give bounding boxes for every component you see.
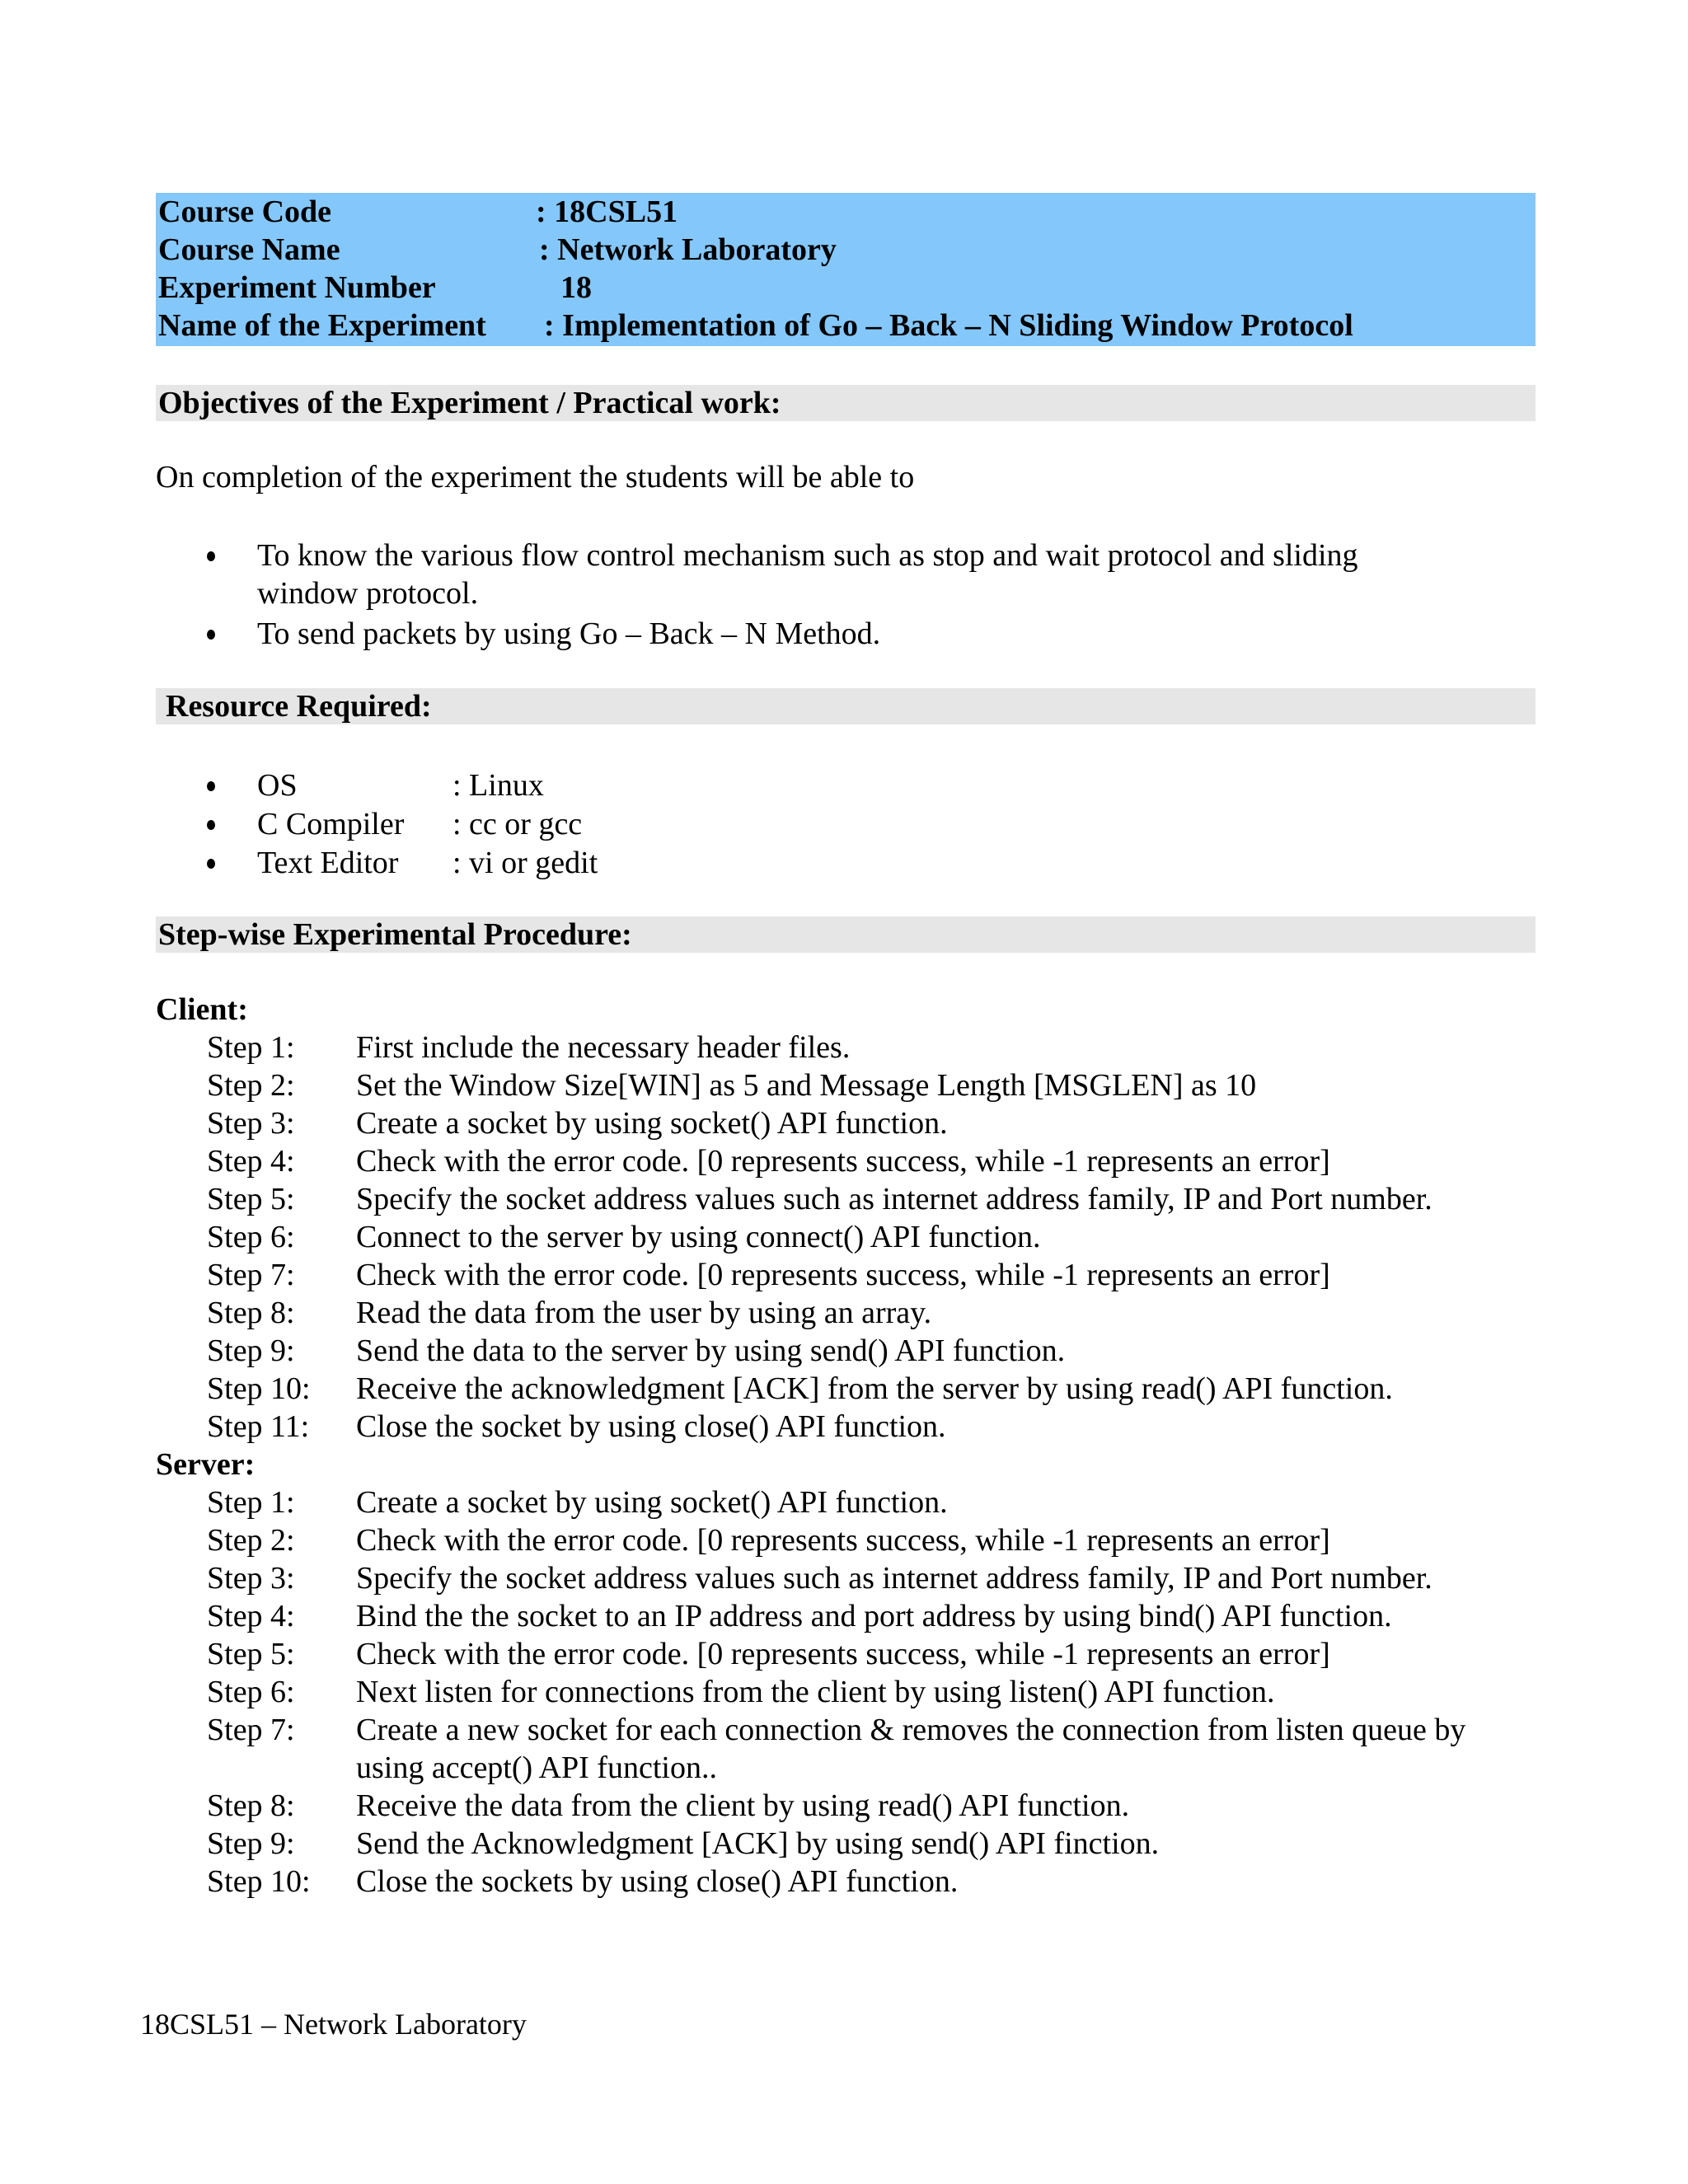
client-step: Step 11: Close the socket by using close() API function.: [207, 1409, 946, 1444]
resource-item-editor: Text Editor : vi or gedit: [0, 844, 1688, 882]
course-header: [156, 193, 1536, 346]
header-value: : 18CSL51: [536, 194, 678, 229]
server-step: Step 1: Create a socket by using socket() API function.: [207, 1485, 948, 1520]
server-title: Server:: [156, 1447, 256, 1482]
client-step: Step 9: Send the data to the server by using send() API function.: [207, 1333, 1066, 1368]
server-step: Step 9: Send the Acknowledgment [ACK] by using send() API finction.: [207, 1826, 1160, 1861]
client-step: Step 1: First include the necessary header files.: [207, 1030, 851, 1065]
section-heading-procedure: Step-wise Experimental Procedure:: [156, 916, 1536, 953]
client-step: Step 8: Read the data from the user by using an array.: [207, 1296, 932, 1330]
header-value: 18: [560, 270, 592, 305]
header-row-course-name: [156, 231, 1536, 269]
bullet-icon: [207, 551, 215, 561]
client-step: Step 2: Set the Window Size[WIN] as 5 and Message Length [MSGLEN] as 10: [207, 1068, 1257, 1103]
objective-bullet: To know the various flow control mechanism such as stop and wait protocol and sliding: [0, 537, 1688, 574]
header-value: : Network Laboratory: [539, 232, 837, 267]
client-step: Step 10: Receive the acknowledgment [ACK] from the server by using read() API function.: [207, 1371, 1393, 1406]
header-label: Course Code: [158, 194, 332, 229]
server-step: Step 4: Bind the the socket to an IP address and port address by using bind() API function.: [207, 1599, 1392, 1633]
server-step: Step 10: Close the sockets by using close() API function.: [207, 1864, 959, 1899]
server-step: Step 2: Check with the error code. [0 represents success, while -1 represents an error]: [207, 1523, 1330, 1558]
bullet-icon: [207, 820, 215, 830]
resource-item-os: OS : Linux: [0, 766, 1688, 804]
objective-bullet: To send packets by using Go – Back – N Method.: [0, 615, 1688, 653]
server-step: Step 3: Specify the socket address values such as internet address family, IP and Port number.: [207, 1561, 1432, 1596]
header-row-experiment-number: [156, 269, 1536, 307]
header-value: : Implementation of Go – Back – N Sliding Window Protocol: [544, 308, 1353, 343]
client-title: Client:: [156, 992, 248, 1027]
header-row-course-code: [156, 193, 1536, 231]
objectives-intro: On completion of the experiment the students will be able to: [156, 460, 915, 494]
client-step: Step 3: Create a socket by using socket() API function.: [207, 1106, 948, 1141]
client-step: Step 7: Check with the error code. [0 represents success, while -1 represents an error]: [207, 1258, 1330, 1292]
header-label: Experiment Number: [158, 270, 436, 305]
bullet-icon: [207, 859, 215, 869]
bullet-icon: [207, 630, 215, 640]
server-step: Step 5: Check with the error code. [0 represents success, while -1 represents an error]: [207, 1637, 1330, 1671]
bullet-icon: [207, 781, 215, 791]
section-heading-resources: Resource Required:: [156, 688, 1536, 724]
page-footer: 18CSL51 – Network Laboratory: [140, 2008, 527, 2041]
header-label: Name of the Experiment: [158, 308, 486, 343]
objective-bullet-continuation: window protocol.: [257, 576, 479, 611]
server-step: Step 8: Receive the data from the client by using read() API function.: [207, 1788, 1130, 1823]
server-step: Step 6: Next listen for connections from the client by using listen() API function.: [207, 1675, 1275, 1709]
header-label: Course Name: [158, 232, 340, 267]
client-step: Step 6: Connect to the server by using connect() API function.: [207, 1220, 1041, 1254]
client-step: Step 5: Specify the socket address values such as internet address family, IP and Port number.: [207, 1182, 1432, 1216]
server-step-continuation: using accept() API function..: [356, 1750, 717, 1785]
client-step: Step 4: Check with the error code. [0 represents success, while -1 represents an error]: [207, 1144, 1330, 1179]
header-row-experiment-name: [156, 307, 1536, 344]
server-step: Step 7: Create a new socket for each connection & removes the connection from listen queue by: [207, 1713, 1466, 1747]
resource-item-compiler: C Compiler : cc or gcc: [0, 805, 1688, 843]
section-heading-objectives: Objectives of the Experiment / Practical work:: [156, 385, 1536, 421]
